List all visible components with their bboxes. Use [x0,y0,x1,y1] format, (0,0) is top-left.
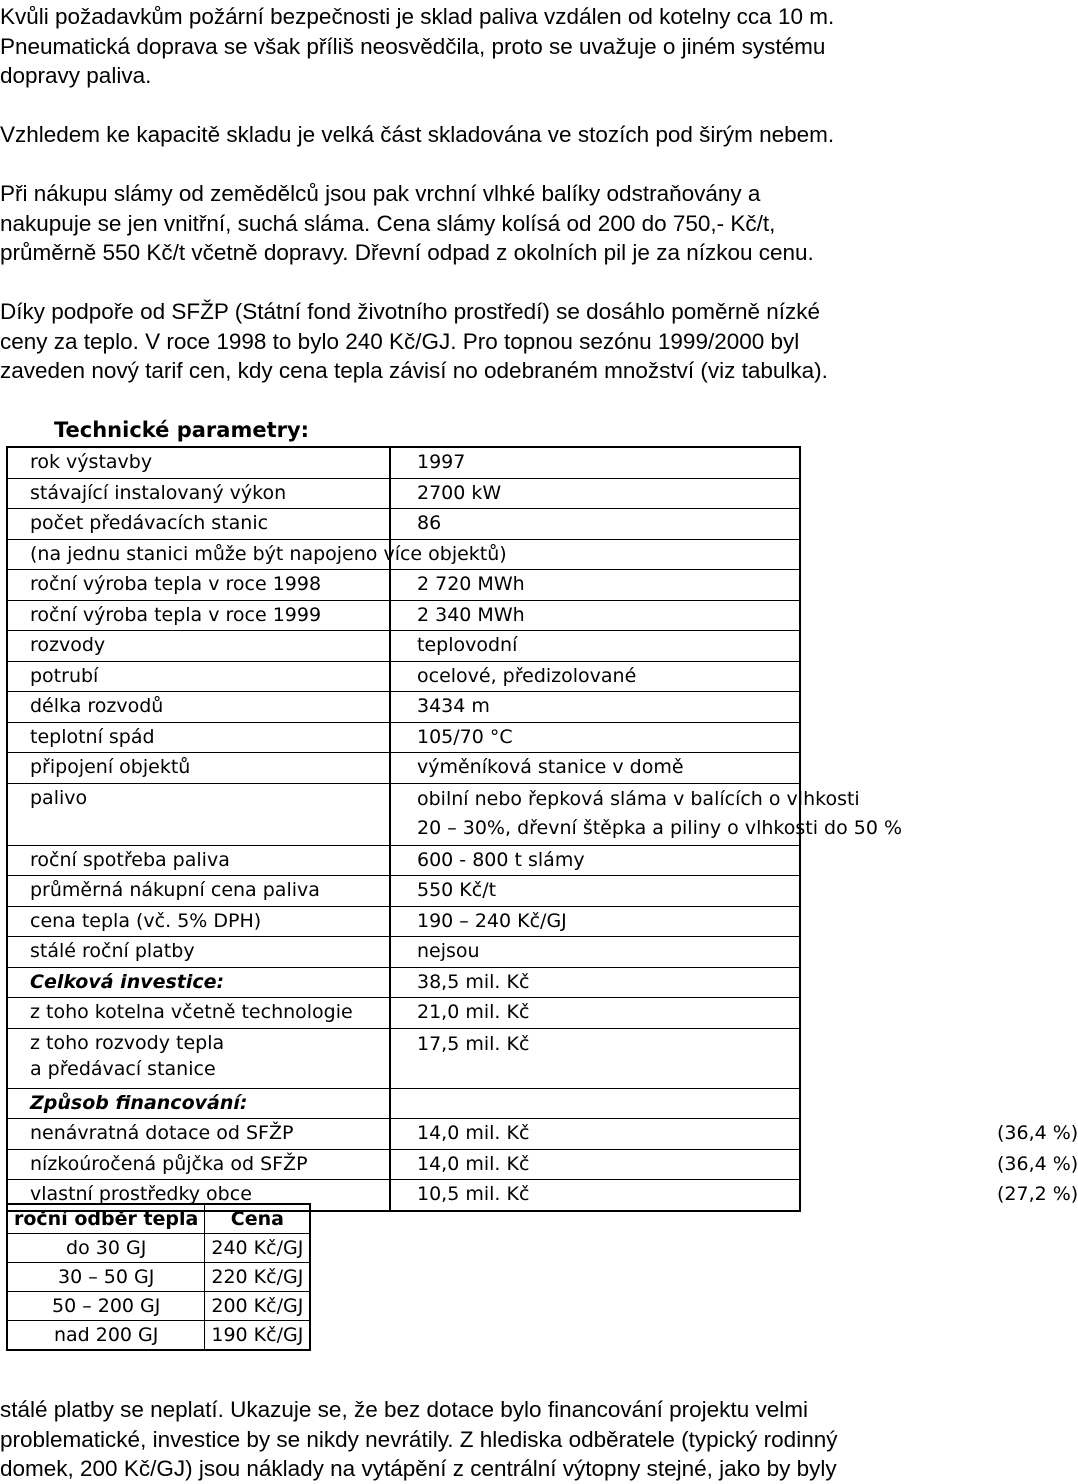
tech-param-value-text: 14,0 mil. Kč [417,1122,530,1144]
tech-param-row [7,631,800,662]
tech-param-label-text: nízkoúročená půjčka od SFŽP [30,1152,308,1175]
tariff-header-row [7,1204,310,1234]
tech-param-label [7,722,390,753]
tech-param-label-text: roční výroba tepla v roce 1999 [30,603,322,626]
tech-param-value [390,845,800,876]
tech-param-row [7,478,800,509]
tech-param-label [7,661,390,692]
tariff-row [7,1234,310,1263]
intro-line: ceny za teplo. V roce 1998 to bylo 240 Kč/GJ. Pro topnou sezónu 1999/2000 byl [0,328,800,354]
tech-param-row [7,1149,800,1180]
tech-param-label-text: potrubí [30,664,99,687]
tech-param-value [390,753,800,784]
tech-param-row [7,876,800,907]
tech-param-value-text: 2700 kW [417,481,502,504]
tech-param-row [7,447,800,478]
tech-param-label-text: Celková investice: [30,970,225,993]
tech-param-value-text: 10,5 mil. Kč [417,1183,530,1205]
tech-param-label-text: a předávací stanice [30,1057,216,1080]
tech-param-label [7,906,390,937]
tech-param-label [7,1149,390,1180]
tech-param-value [390,692,800,723]
tech-param-label-text: Způsob financování: [30,1091,248,1114]
tech-param-value-text: nejsou [417,940,480,962]
tech-param-value-text: 86 [417,512,442,534]
tech-param-label-text: z toho kotelna včetně technologie [30,1001,353,1023]
tech-param-value [390,937,800,968]
tech-param-value-text: 21,0 mil. Kč [417,1001,530,1023]
tech-param-value [390,1119,1078,1150]
tech-param-value-text: teplovodní [417,634,518,656]
intro-line: průměrně 550 Kč/t včetně dopravy. Dřevní odpad z okolních pil je za nízkou cenu. [0,240,814,265]
intro-line [0,91,960,121]
tariff-row [7,1263,310,1292]
tariff-row [7,1321,310,1351]
tech-param-percent: (36,4 %) [997,1152,1078,1175]
tech-param-label [7,631,390,662]
intro-line: Kvůli požadavkům požární bezpečnosti je sklad paliva vzdálen od kotelny cca 10 m. [0,4,835,29]
intro-line: zaveden nový tarif cen, kdy cena tepla závisí no odebraném množství (viz tabulka). [0,358,828,383]
tech-param-row [7,783,800,845]
tech-param-value [390,722,800,753]
tech-param-label-text: průměrná nákupní cena paliva [30,879,320,901]
tech-param-label [7,1119,390,1150]
tech-param-label [7,1028,390,1088]
tech-param-row [7,539,800,570]
tech-param-label [7,937,390,968]
tech-param-value [390,783,903,845]
tech-param-label-text: stálé roční platby [30,940,195,962]
tech-param-label [7,478,390,509]
tech-param-value-text: 38,5 mil. Kč [417,970,530,993]
tech-param-label [7,447,390,478]
tech-param-row [7,753,800,784]
tech-param-label-text: počet předávacích stanic [30,512,269,534]
tech-param-row [7,600,800,631]
tech-param-label-text: teplotní spád [30,725,155,748]
tech-param-row [7,967,800,998]
tech-param-value-text: 600 - 800 t slámy [417,848,585,871]
tariff-header-consumption: roční odběr tepla [7,1204,205,1234]
tech-param-value-text: ocelové, předizolované [417,664,637,687]
tech-param-label-text: délka rozvodů [30,695,164,717]
tech-param-value-text: 105/70 °C [417,725,513,748]
tech-param-label [7,845,390,876]
tariff-consumption: do 30 GJ [7,1234,205,1263]
technical-parameters-table [6,446,1078,1212]
tech-param-label-text: připojení objektů [30,756,191,778]
tech-param-value-text: 14,0 mil. Kč [417,1152,530,1175]
tech-param-row [7,570,800,601]
intro-line: Při nákupu slámy od zemědělců jsou pak vrchní vlhké balíky odstraňovány a [0,181,761,206]
tech-param-value [390,600,800,631]
intro-text [0,2,960,386]
tech-param-label-text: palivo [30,786,88,809]
tech-param-value-text: 190 – 240 Kč/GJ [417,909,567,932]
tech-param-row [7,1088,800,1119]
tech-param-value [390,906,800,937]
tech-param-percent: (36,4 %) [997,1122,1078,1144]
tariff-price: 200 Kč/GJ [205,1292,310,1321]
heat-tariff-table [6,1203,311,1351]
tariff-consumption: 50 – 200 GJ [7,1292,205,1321]
tech-param-label [7,967,390,998]
tech-param-label [7,570,390,601]
technical-parameters-heading: Technické parametry: [54,418,310,442]
intro-line: nakupuje se jen vnitřní, suchá sláma. Cena slámy kolísá od 200 do 750,- Kč/t, [0,210,776,236]
tech-param-value [390,631,800,662]
outro-line: problematické, investice by se nikdy nevrátily. Z hlediska odběratele (typický rodinný [0,1426,838,1452]
tech-param-label [7,509,390,540]
intro-line [0,268,960,298]
tech-param-value [390,447,800,478]
outro-line: domek, 200 Kč/GJ) jsou náklady na vytápění z centrální výtopny stejné, jako by byly [0,1456,837,1481]
tech-param-value-text: výměníková stanice v domě [417,756,684,778]
tech-param-value-text: obilní nebo řepková sláma v balících o vlhkosti [417,787,860,810]
tech-param-value [390,967,800,998]
tariff-consumption: 30 – 50 GJ [7,1263,205,1292]
tech-param-value [390,539,800,570]
tariff-price: 220 Kč/GJ [205,1263,310,1292]
tech-param-value-text: 17,5 mil. Kč [417,1032,530,1055]
outro-text [0,1395,960,1484]
tech-param-value [390,509,800,540]
tech-param-label-text: (na jednu stanici může být napojeno více objektů) [30,542,507,565]
tech-param-row [7,998,800,1029]
tech-param-label-text: rozvody [30,634,106,656]
tech-param-value [390,1028,800,1088]
tech-param-label-text: nenávratná dotace od SFŽP [30,1122,294,1144]
tech-param-label-text: roční spotřeba paliva [30,848,230,871]
tech-param-label [7,600,390,631]
tech-param-label-text: cena tepla (vč. 5% DPH) [30,909,262,932]
tech-param-label [7,753,390,784]
tech-param-label [7,539,507,570]
intro-line: dopravy paliva. [0,63,152,88]
tech-param-label-text: roční výroba tepla v roce 1998 [30,573,322,595]
intro-line: Díky podpoře od SFŽP (Státní fond životního prostředí) se dosáhlo poměrně nízké [0,299,821,324]
tech-param-value [390,1180,1078,1211]
intro-line [0,150,960,180]
tariff-consumption: nad 200 GJ [7,1321,205,1351]
intro-line: Pneumatická doprava se však příliš neosvědčila, proto se uvažuje o jiném systému [0,33,826,59]
tariff-row [7,1292,310,1321]
tech-param-row [7,692,800,723]
tech-param-value-text: 1997 [417,451,466,473]
tech-param-row [7,845,800,876]
tech-param-value [390,661,800,692]
tech-param-value-text: 550 Kč/t [417,879,497,901]
tech-param-row [7,722,800,753]
tech-param-row [7,509,800,540]
tech-param-row [7,661,800,692]
tech-param-row [7,937,800,968]
tech-param-row [7,906,800,937]
tech-param-percent: (27,2 %) [997,1183,1078,1205]
tech-param-label [7,783,390,845]
tech-param-value-text: 20 – 30%, dřevní štěpka a piliny o vlhkosti do 50 % [417,816,903,839]
tech-param-value-text: 3434 m [417,695,490,717]
tech-param-value [390,1149,1078,1180]
tariff-price: 240 Kč/GJ [205,1234,310,1263]
tech-param-label [7,876,390,907]
tech-param-value [390,478,800,509]
tech-param-value [390,1088,800,1119]
tech-param-label [7,1088,390,1119]
tech-param-value [390,570,800,601]
tech-param-value-text: 2 720 MWh [417,573,525,595]
tech-param-label-text: vlastní prostředky obce [30,1183,252,1205]
tech-param-label [7,692,390,723]
tariff-price: 190 Kč/GJ [205,1321,310,1351]
tech-param-row [7,1028,800,1088]
tech-param-value [390,876,800,907]
tech-param-row [7,1119,800,1150]
outro-line: stálé platby se neplatí. Ukazuje se, že bez dotace bylo financování projektu velmi [0,1397,808,1422]
tech-param-label [7,998,390,1029]
tech-param-label-text: rok výstavby [30,451,153,473]
tech-param-value-text: 2 340 MWh [417,603,525,626]
intro-line: Vzhledem ke kapacitě skladu je velká část skladována ve stozích pod širým nebem. [0,122,835,147]
tech-param-label-text: stávající instalovaný výkon [30,481,287,504]
tech-param-value [390,998,800,1029]
tech-param-label-text: z toho rozvody tepla [30,1031,225,1054]
tariff-header-price: Cena [205,1204,310,1234]
